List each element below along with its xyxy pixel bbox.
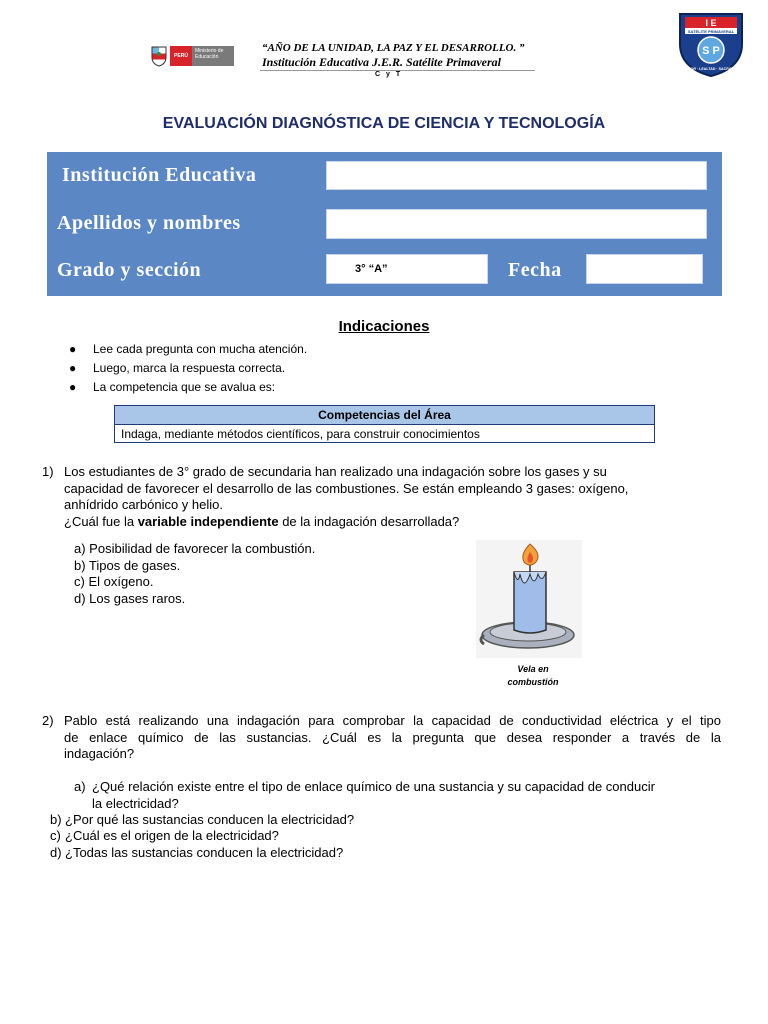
indication-item [69,361,286,375]
caption-line: combustión [507,677,559,687]
option-b[interactable]: b) Tipos de gases. [74,557,181,573]
question-1-number: 1) [42,464,54,479]
option-d-label: d) [50,845,62,860]
peru-shield-icon [150,45,168,67]
question-1-line: Los estudiantes de 3° grado de secundaria han realizado una indagación sobre los gases y su [64,464,607,479]
option-b[interactable]: ¿Por qué las sustancias conducen la electricidad? [65,812,355,827]
prompt-text: ¿Cuál fue la [64,513,138,529]
grade-label: Grado y sección [57,259,202,281]
subject-code: C y T [375,71,403,78]
option-a[interactable]: a) Posibilidad de favorecer la combustión. [74,541,316,556]
grade-field[interactable]: 3° “A” [326,254,488,284]
institution-label: Institución Educativa [62,164,257,186]
question-2-text [64,713,721,763]
indication-text: La competencia que se avalua es: [93,380,276,394]
badge-top-text: SATÉLITE PRIMAVERAL [687,29,735,34]
names-label: Apellidos y nombres [57,212,241,234]
option-a[interactable] [92,779,732,812]
school-badge-icon [676,10,746,78]
competence-table-row: Indaga, mediante métodos científicos, para construir conocimientos [121,427,480,441]
question-1-text [64,464,724,530]
question-1-line: capacidad de favorecer el desarrollo de las combustiones. Se están empleando 3 gases: oxígeno, [64,480,629,496]
option-c[interactable]: c) El oxígeno. [74,574,154,589]
indication-text: Lee cada pregunta con mucha atención. [93,342,308,356]
indication-item [69,342,308,356]
question-1-prompt [64,514,724,531]
bullet-icon: ● [69,342,77,356]
ministry-label: Ministerio de Educación [192,46,234,66]
indication-text: Luego, marca la respuesta correcta. [93,361,286,375]
question-1-options [74,541,315,607]
institution-field[interactable] [326,161,707,190]
institution-name: Institución Educativa J.E.R. Satélite Primaveral [262,55,502,69]
prompt-bold-text: variable independiente [137,513,279,529]
candle-caption [488,663,578,689]
option-a-line: la electricidad? [92,795,179,811]
option-a-label: a) [74,779,86,794]
question-2-number: 2) [42,713,54,728]
indications-title: Indicaciones [338,318,430,335]
page-title: EVALUACIÓN DIAGNÓSTICA DE CIENCIA Y TECNOLOGÍA [162,115,606,132]
competence-table-header: Competencias del Área [115,406,654,425]
badge-bottom-text: HONOR · LEALTAD · SACRIFICIO [682,67,740,71]
names-field[interactable] [326,209,707,239]
question-2-line: de enlace químico de las sustancias. ¿Cuál es la pregunta que desea responder a través de la [64,729,721,745]
caption-line: Vela en [517,664,549,674]
option-d[interactable]: d) Los gases raros. [74,590,186,606]
indication-item [69,380,276,394]
date-field[interactable] [586,254,703,284]
prompt-text: de la indagación desarrollada? [278,513,460,529]
question-2-line: indagación? [64,746,135,761]
bullet-icon: ● [69,361,77,375]
option-a-line: ¿Qué relación existe entre el tipo de enlace químico de una sustancia y su capacidad de conducir [92,779,655,794]
question-1-line: anhídrido carbónico y helio. [64,497,223,512]
option-c-label: c) [50,828,61,843]
question-2-line: Pablo está realizando una indagación para comprobar la capacidad de conductividad eléctrica y el tipo [64,713,721,728]
ministry-logo [150,44,236,68]
badge-letters: I E [705,18,717,28]
option-d[interactable]: ¿Todas las sustancias conducen la electricidad? [65,845,344,860]
option-b-label: b) [50,812,62,827]
peru-label: PERÚ [170,46,192,66]
date-label: Fecha [508,259,562,281]
candle-icon [476,540,582,658]
bullet-icon: ● [69,380,77,394]
competence-table [114,405,655,443]
option-c[interactable]: ¿Cuál es el origen de la electricidad? [65,828,279,843]
badge-center-text: S P [702,45,720,57]
year-motto: “AÑO DE LA UNIDAD, LA PAZ Y EL DESARROLLO. ” [262,42,525,54]
